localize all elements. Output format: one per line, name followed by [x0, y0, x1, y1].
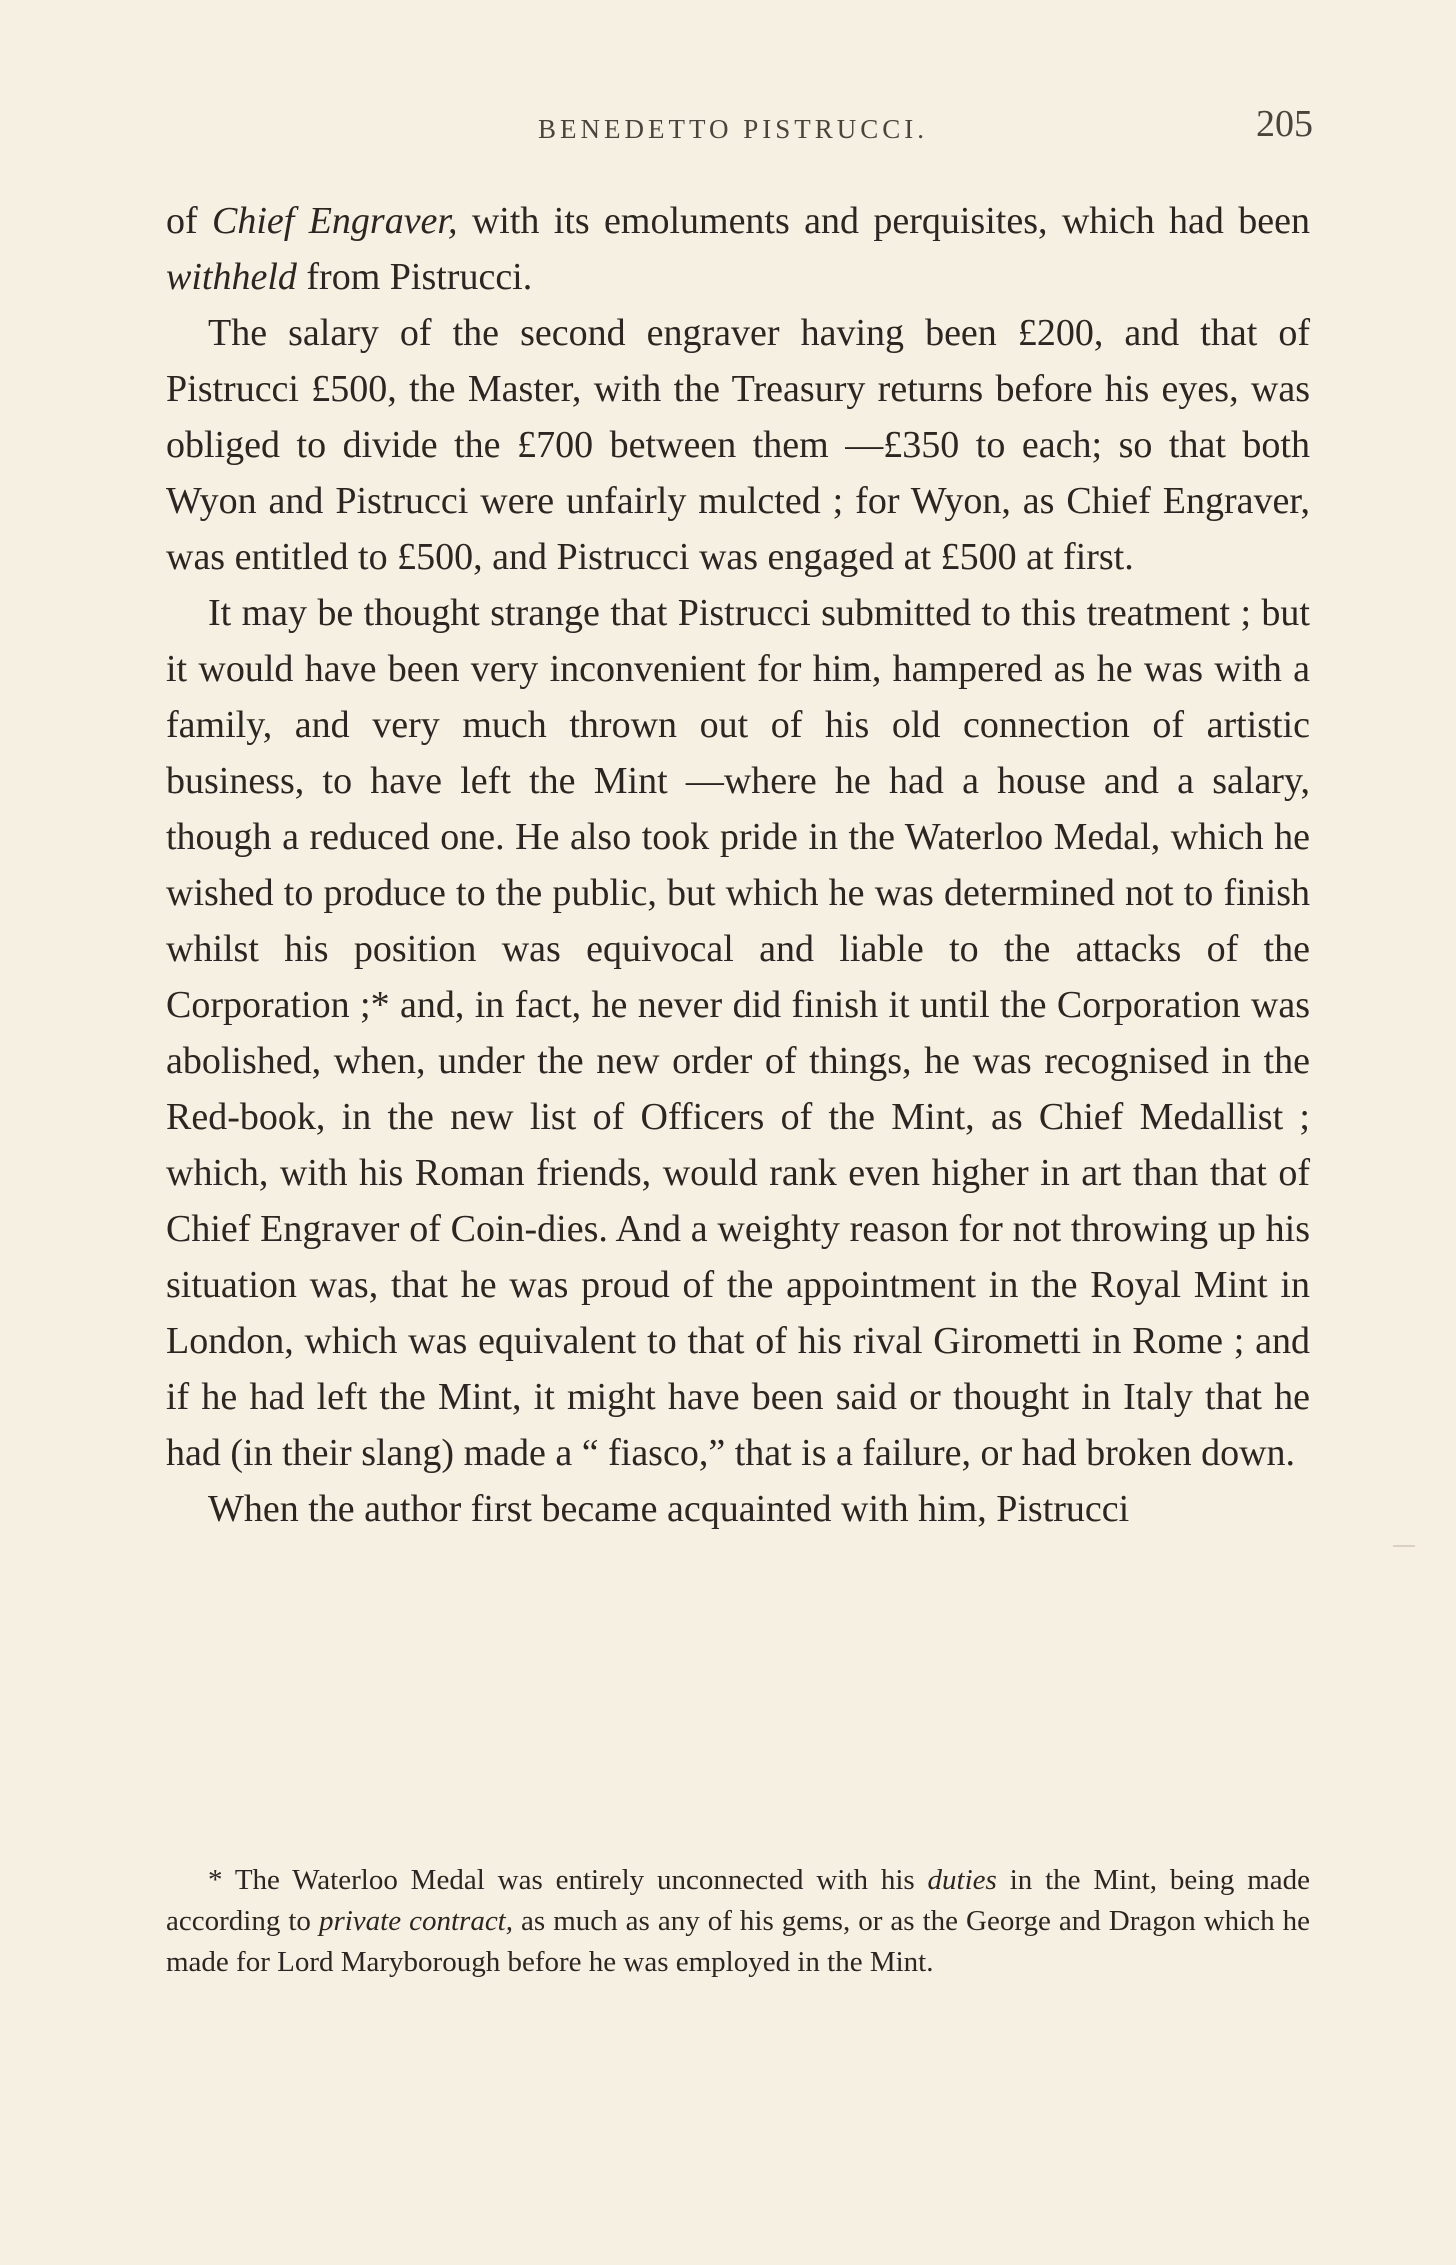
italic-duties: duties [927, 1864, 997, 1896]
paragraph-salary: The salary of the second engraver having been £200, and that of Pistrucci £500, the Master, with the Treasury returns before his eyes, was obliged to divide the £700 between them —£350 to each; so that both Wyon and Pistrucci were unfairly mulcted ; for Wyon, as Chief Engraver, was entitled to £500, and Pistrucci was engaged at £500 at first. [166, 312, 1310, 578]
paragraph-treatment: It may be thought strange that Pistrucci submitted to this treatment ; but it would have been very inconvenient for him, hampered as he was with a family, and very much thrown out of his old connection of artistic business, to have left the Mint —where he had a house and a salary, though a reduced one. He also took pride in the Waterloo Medal, which he wished to produce to the public, but which he was determined not to finish whilst his position was equivocal and liable to the attacks of the Corporation ;* and, in fact, he never did finish it until the Corporation was abolished, when, under the new order of things, he was recognised in the Red-book, in the new list of Officers of the Mint, as Chief Medallist ; which, with his Roman friends, would rank even higher in art than that of Chief Engraver of Coin-dies. And a weighty reason for not throwing up his situation was, that he was proud of the appointment in the Royal Mint in London, which was equivalent to that of his rival Girometti in Rome ; and if he had left the Mint, it might have been said or thought in Italy that he had (in their slang) made a “ fiasco,” that is a failure, or had broken down. [166, 592, 1310, 1474]
text-run: in the Mint, being made according to [166, 1864, 1310, 1937]
text-run: of [166, 200, 213, 242]
paragraph-author: When the author first became acquainted with him, Pistrucci [208, 1488, 1130, 1530]
page-header [166, 100, 1313, 160]
page-number: 205 [1256, 103, 1313, 145]
text-run: as much as any of his gems, or as the George and Dragon which he made for Lord Maryborough before he was employed in the Mint. [166, 1905, 1311, 1978]
text-run: with its emoluments and perquisites, which had been [457, 200, 1311, 242]
text-run: * The Waterloo Medal was entirely unconnected with his [208, 1864, 928, 1896]
footnote-text [166, 1860, 1310, 1983]
paragraph-continuation [166, 193, 1310, 305]
italic-chief-engraver: Chief Engraver, [212, 200, 458, 242]
italic-withheld: withheld [166, 256, 297, 298]
margin-mark [1393, 1545, 1415, 1547]
footnote [166, 1860, 1310, 1983]
main-text [166, 193, 1310, 1537]
italic-private-contract: private contract, [318, 1905, 513, 1937]
running-title: BENEDETTO PISTRUCCI. [538, 114, 929, 144]
text-run: from Pistrucci. [296, 256, 533, 298]
